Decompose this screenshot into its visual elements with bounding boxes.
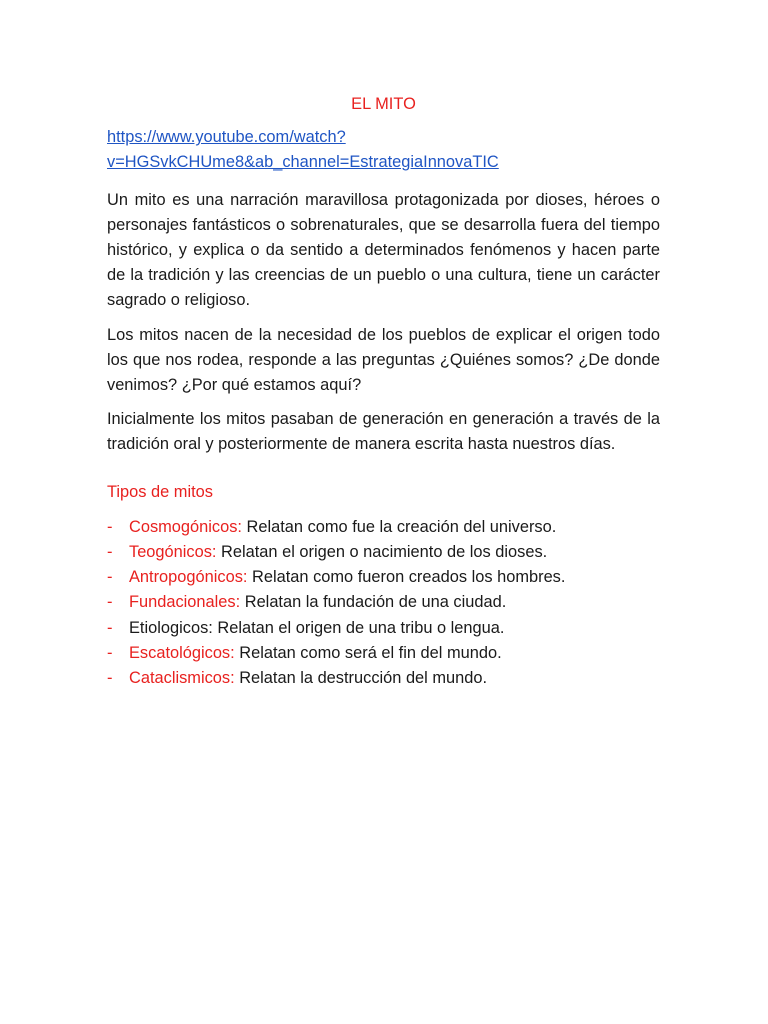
type-term: Etiologicos: bbox=[129, 618, 213, 637]
document-title: EL MITO bbox=[351, 95, 416, 113]
paragraph-definition: Un mito es una narración maravillosa protagonizada por dioses, héroes o personajes fantásticos o sobrenaturales, que se desarrolla fuera del tiempo histórico, y explica o da sentido a determinados fenómenos y hacen parte de la tradición y las creencias de un pueblo o una cultura, tiene un carácter sagrado o religioso. bbox=[107, 190, 660, 310]
type-description: Relatan el origen o nacimiento de los dioses. bbox=[216, 543, 548, 562]
list-item bbox=[107, 565, 660, 590]
list-item bbox=[107, 641, 660, 666]
document-content bbox=[107, 92, 660, 691]
type-term: Antropogónicos: bbox=[129, 568, 248, 587]
bullet-dash: - bbox=[107, 517, 113, 536]
list-item bbox=[107, 616, 660, 641]
type-description: Relatan como será el fin del mundo. bbox=[234, 643, 502, 662]
type-description: Relatan la destrucción del mundo. bbox=[234, 669, 488, 688]
bullet-dash: - bbox=[107, 618, 113, 637]
list-item bbox=[107, 515, 660, 540]
type-term: Fundacionales: bbox=[129, 593, 241, 612]
youtube-link[interactable] bbox=[107, 125, 507, 175]
type-description: Relatan como fue la creación del universo. bbox=[241, 517, 557, 536]
type-term: Escatológicos: bbox=[129, 643, 235, 662]
list-item bbox=[107, 540, 660, 565]
type-description: Relatan la fundación de una ciudad. bbox=[240, 593, 507, 612]
paragraph-origin: Los mitos nacen de la necesidad de los pueblos de explicar el origen todo los que nos rodea, responde a las preguntas ¿Quiénes somos? ¿De donde venimos? ¿Por qué estamos aquí? bbox=[107, 325, 660, 395]
type-term: Teogónicos: bbox=[129, 543, 217, 562]
youtube-link-line-2: v=HGSvkCHUme8&ab_channel=EstrategiaInnovaTIC bbox=[107, 153, 499, 172]
type-description: Relatan el origen de una tribu o lengua. bbox=[212, 618, 505, 637]
list-item bbox=[107, 590, 660, 615]
bullet-dash: - bbox=[107, 593, 113, 612]
type-term: Cataclismicos: bbox=[129, 669, 235, 688]
type-term: Cosmogónicos: bbox=[129, 517, 242, 536]
youtube-link-line-1: https://www.youtube.com/watch? bbox=[107, 128, 346, 147]
bullet-dash: - bbox=[107, 543, 113, 562]
myth-types-list bbox=[107, 515, 660, 691]
bullet-dash: - bbox=[107, 669, 113, 688]
paragraph-transmission: Inicialmente los mitos pasaban de generación en generación a través de la tradición oral y posteriormente de manera escrita hasta nuestros días. bbox=[107, 410, 660, 454]
list-item bbox=[107, 666, 660, 691]
section-subtitle: Tipos de mitos bbox=[107, 482, 213, 501]
bullet-dash: - bbox=[107, 643, 113, 662]
type-description: Relatan como fueron creados los hombres. bbox=[247, 568, 566, 587]
bullet-dash: - bbox=[107, 568, 113, 587]
